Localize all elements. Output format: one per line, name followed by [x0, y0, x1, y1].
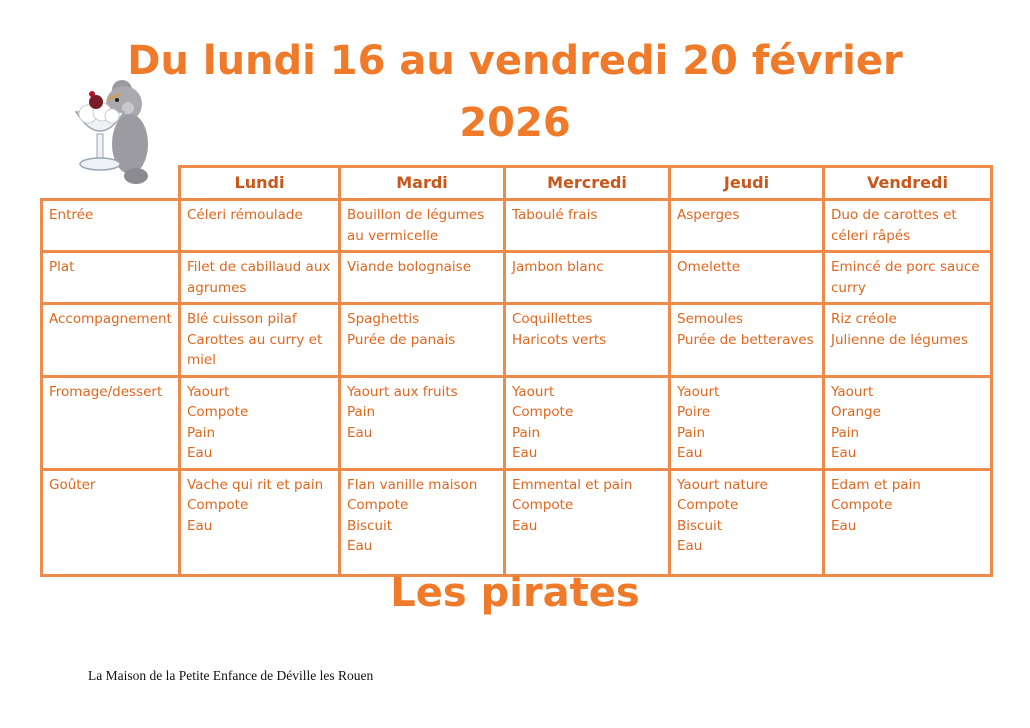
table-row [42, 469, 992, 575]
menu-cell [505, 252, 670, 304]
menu-cell [824, 252, 992, 304]
menu-cell [670, 252, 824, 304]
menu-item: Pain [187, 424, 216, 441]
day-header: Vendredi [824, 167, 992, 200]
menu-item: Purée de panais [347, 331, 456, 348]
menu-item: Bouillon de légumes au vermicelle [347, 207, 485, 244]
menu-item: Edam et pain [831, 476, 921, 493]
menu-item: Eau [677, 538, 703, 554]
menu-item: Compote [512, 497, 574, 513]
menu-cell [340, 200, 505, 252]
menu-item: Biscuit [677, 517, 723, 534]
table-row [42, 304, 992, 377]
menu-item: Vache qui rit et pain [187, 476, 324, 493]
menu-item: Eau [347, 538, 373, 554]
menu-item: Pain [512, 424, 541, 441]
menu-item: Flan vanille maison [347, 476, 478, 493]
menu-item: Yaourt [512, 383, 555, 400]
menu-item: Yaourt [677, 383, 720, 400]
menu-item: Eau [187, 517, 213, 534]
menu-item: Purée de betteraves [677, 331, 814, 348]
table-row [42, 376, 992, 469]
row-label: Accompagnement [42, 304, 180, 377]
menu-item: Spaghettis [347, 311, 420, 327]
menu-cell [340, 252, 505, 304]
menu-item: Yaourt nature [677, 476, 768, 493]
row-label: Plat [42, 252, 180, 304]
menu-item: Compote [187, 497, 249, 513]
menu-item: Compote [677, 497, 739, 513]
row-label: Fromage/dessert [42, 376, 180, 469]
menu-item: Blé cuisson pilaf [187, 311, 297, 327]
menu-cell [180, 469, 340, 575]
menu-cell [340, 376, 505, 469]
menu-cell [670, 200, 824, 252]
menu-cell [824, 304, 992, 377]
menu-item: Compote [512, 404, 574, 420]
menu-cell [180, 200, 340, 252]
table-row [42, 252, 992, 304]
menu-item: Compote [187, 404, 249, 420]
menu-item: Coquillettes [512, 311, 593, 327]
menu-item: Asperges [677, 207, 740, 223]
day-header: Mercredi [505, 167, 670, 200]
day-header: Mardi [340, 167, 505, 200]
menu-item: Emmental et pain [512, 476, 633, 493]
menu-cell [180, 376, 340, 469]
menu-item: Viande bolognaise [347, 259, 472, 275]
menu-item: Eau [677, 445, 703, 461]
menu-item: Semoules [677, 311, 743, 327]
menu-cell [180, 304, 340, 377]
menu-item: Poire [677, 404, 711, 420]
table-row [42, 200, 992, 252]
menu-item: Yaourt [831, 383, 874, 400]
menu-item: Eau [831, 445, 857, 461]
menu-item: Duo de carottes et céleri râpés [831, 207, 957, 244]
menu-item: Eau [187, 445, 213, 461]
menu-cell [670, 469, 824, 575]
menu-cell [505, 304, 670, 377]
menu-item: Eau [347, 424, 373, 441]
menu-cell [340, 304, 505, 377]
menu-item: Pain [831, 424, 860, 441]
day-header: Jeudi [670, 167, 824, 200]
day-header: Lundi [180, 167, 340, 200]
menu-cell [340, 469, 505, 575]
menu-title-year: 2026 [459, 100, 571, 146]
menu-item: Omelette [677, 259, 741, 275]
group-name: Les pirates [390, 570, 640, 616]
menu-item: Compote [347, 497, 409, 513]
menu-cell [505, 469, 670, 575]
menu-item: Julienne de légumes [831, 331, 968, 348]
menu-item: Jambon blanc [512, 259, 604, 275]
menu-item: Céleri rémoulade [187, 207, 303, 223]
menu-cell [824, 469, 992, 575]
menu-cell [670, 304, 824, 377]
menu-title: Du lundi 16 au vendredi 20 février [127, 38, 903, 84]
menu-cell [505, 200, 670, 252]
menu-item: Haricots verts [512, 331, 607, 348]
menu-item: Compote [831, 497, 893, 513]
menu-item: Biscuit [347, 517, 393, 534]
menu-cell [824, 200, 992, 252]
row-label: Entrée [42, 200, 180, 252]
menu-item: Eau [831, 517, 857, 534]
menu-item: Filet de cabillaud aux agrumes [187, 259, 331, 296]
footer-note: La Maison de la Petite Enfance de Déville les Rouen [88, 668, 374, 683]
menu-item: Eau [512, 445, 538, 461]
menu-item: Yaourt [187, 383, 230, 400]
header-corner [42, 167, 180, 200]
menu-cell [180, 252, 340, 304]
menu-item: Eau [512, 517, 538, 534]
menu-item: Orange [831, 404, 881, 420]
menu-table [40, 165, 993, 577]
menu-item: Emincé de porc sauce curry [831, 259, 980, 296]
menu-item: Yaourt aux fruits [347, 383, 458, 400]
menu-item: Taboulé frais [512, 207, 598, 223]
menu-item: Pain [677, 424, 706, 441]
menu-item: Carottes au curry et miel [187, 331, 323, 368]
menu-cell [505, 376, 670, 469]
menu-item: Riz créole [831, 311, 897, 327]
menu-cell [824, 376, 992, 469]
table-header-row [42, 167, 992, 200]
menu-cell [670, 376, 824, 469]
menu-item: Pain [347, 404, 376, 420]
row-label: Goûter [42, 469, 180, 575]
